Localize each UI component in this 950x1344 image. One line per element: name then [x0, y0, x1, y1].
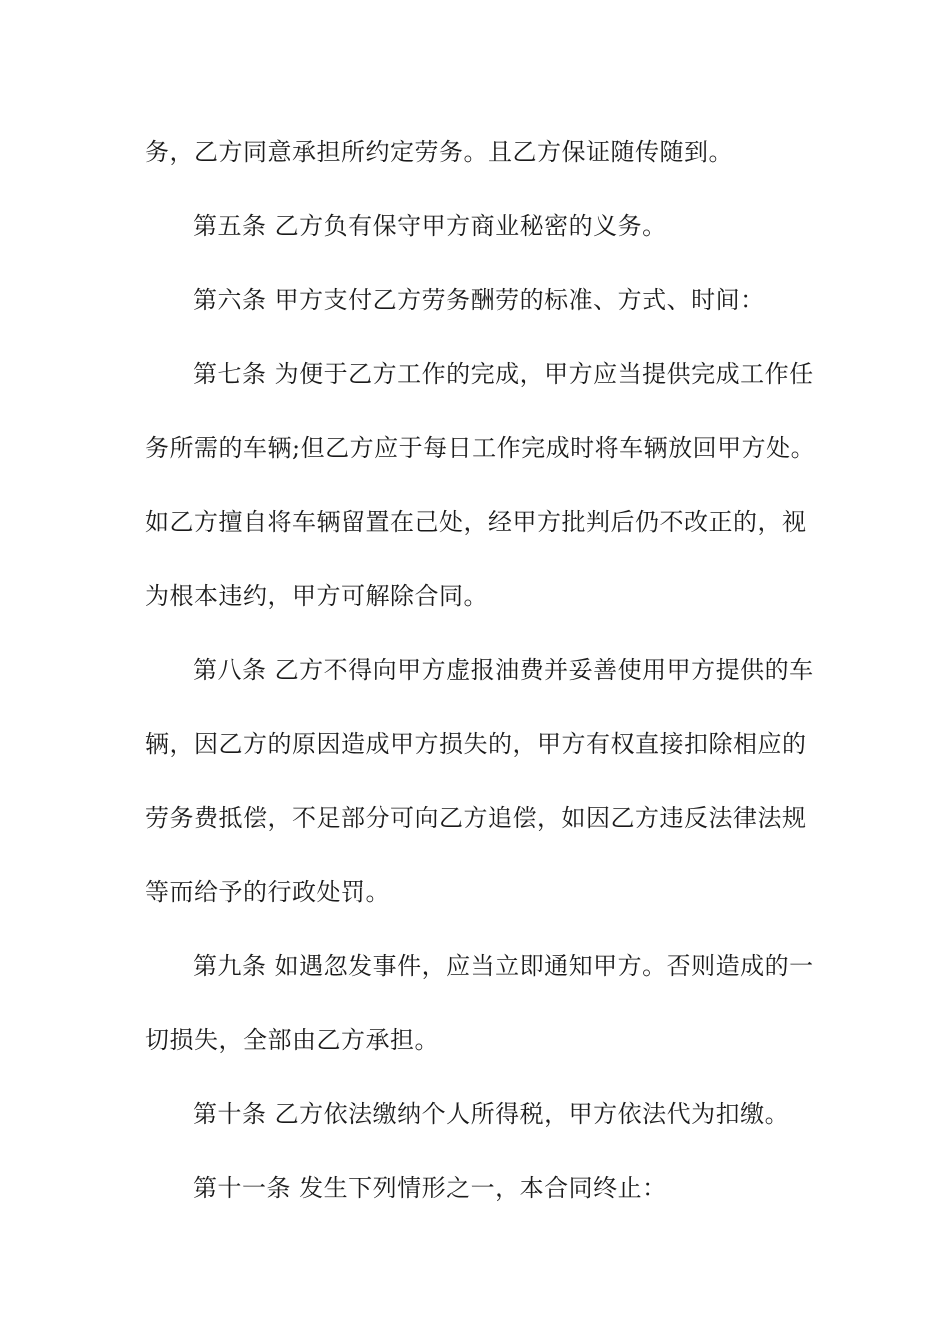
article-6: 第六条 甲方支付乙方劳务酬劳的标准、方式、时间： — [193, 286, 765, 314]
article-8: 第八条 乙方不得向甲方虚报油费并妥善使用甲方提供的车 — [193, 656, 814, 684]
article-11: 第十一条 发生下列情形之一，本合同终止： — [193, 1174, 667, 1202]
article-7: 第七条 为便于乙方工作的完成，甲方应当提供完成工作任 — [193, 360, 814, 388]
text-line: 为根本违约，甲方可解除合同。 — [145, 582, 488, 610]
article-5: 第五条 乙方负有保守甲方商业秘密的义务。 — [193, 212, 667, 240]
text-line: 劳务费抵偿，不足部分可向乙方追偿，如因乙方违反法律法规 — [145, 804, 807, 832]
text-line: 切损失，全部由乙方承担。 — [145, 1026, 439, 1054]
text-line: 务所需的车辆;但乙方应于每日工作完成时将车辆放回甲方处。 — [145, 434, 816, 462]
article-10: 第十条 乙方依法缴纳个人所得税，甲方依法代为扣缴。 — [193, 1100, 790, 1128]
text-line: 辆，因乙方的原因造成甲方损失的，甲方有权直接扣除相应的 — [145, 730, 807, 758]
text-line: 等而给予的行政处罚。 — [145, 878, 390, 906]
article-9: 第九条 如遇忽发事件，应当立即通知甲方。否则造成的一 — [193, 952, 814, 980]
text-line: 务，乙方同意承担所约定劳务。且乙方保证随传随到。 — [145, 138, 733, 166]
text-line: 如乙方擅自将车辆留置在己处，经甲方批判后仍不改正的，视 — [145, 508, 807, 536]
